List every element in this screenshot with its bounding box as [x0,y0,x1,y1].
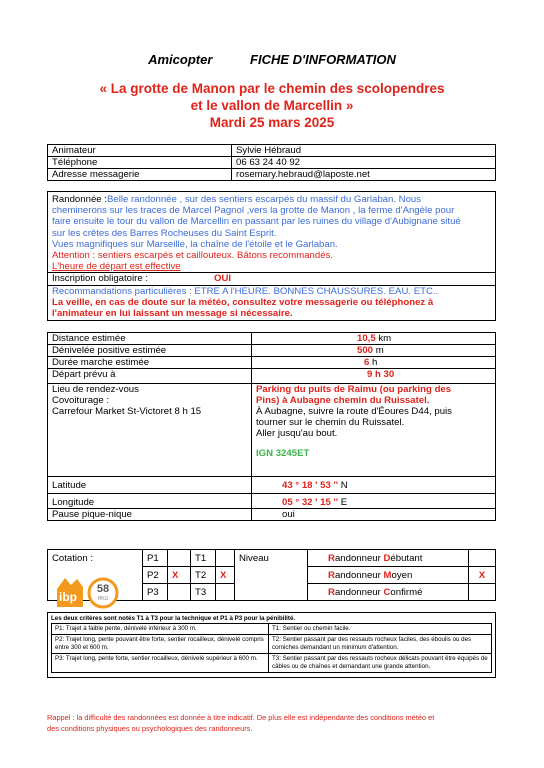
distance-unit: km [378,333,392,344]
route-line: tourner sur le chemin du Ruissatel. [256,417,405,428]
covoit-label: Covoiturage : [52,395,110,406]
niveau-spacer [235,567,308,584]
inscription-value: OUI [214,273,232,285]
criteres-table [51,623,492,673]
depart-label: Départ prévu à [48,369,252,384]
contact-row [48,145,496,157]
level-moyen [308,567,469,584]
t-mark [216,584,235,601]
p-mark [168,550,191,567]
veille-line: La veille, en cas de doute sur la météo, consultez votre messagerie ou téléphonez à [52,296,434,308]
latitude-label: Latitude [48,477,252,494]
details-table [47,332,496,521]
randonnee-label: Randonnée : [52,194,107,205]
critere-t: T2: Sentier passant par des ressauts rocheux faciles, des éboulis ou des corniches demandant un minimum d'attention. [269,635,492,654]
title-line-1: « La grotte de Manon par le chemin des scolopendres [99,81,445,96]
contact-label: Animateur [48,145,232,157]
duree-value: 6 [364,357,370,368]
doc-type: FICHE D'INFORMATION [250,52,396,67]
p-level: P2 [143,567,168,584]
detail-row [48,477,496,494]
critere-p: P2: Trajet long, pente pouvant être forte, sentier rocailleux, dénivelé compris entre 300 et 600 m. [52,635,269,654]
contact-label: Téléphone [48,157,232,169]
level-initial: C [383,586,391,598]
spacer [256,439,491,448]
p-mark [168,584,191,601]
duree-label: Durée marche estimée [48,357,252,369]
level-text: oyen [391,569,413,581]
desc-text: Belle randonnée , sur des sentiers escarpés du massif du Garlaban. Nous [106,194,422,205]
rappel-line: des conditions physiques ou psychologiques des randonneurs. [47,723,253,733]
level-initial: R [328,586,335,598]
level-text: onfirmé [390,586,423,598]
longitude-label: Longitude [48,494,252,509]
rdv-label: Lieu de rendez-vous [52,384,139,395]
level-text: andonneur [334,586,384,598]
denivele-value: 500 [357,345,374,356]
distance-cell [252,333,496,345]
p-level: P3 [143,584,168,601]
document-header [0,52,544,67]
parking-line: Pins) à Aubagne chemin du Ruissatel. [256,395,430,406]
denivele-unit: m [375,345,384,356]
ibp-logo [55,575,127,609]
inscription-row [48,272,495,284]
latitude-dir: N [340,479,348,491]
level-text: ébutant [390,552,423,564]
desc-line: cheminerons sur les traces de Marcel Pagnol ,vers la grotte de Manon , la ferme d'Angèle pour [52,205,455,217]
distance-value: 10,5 [357,333,376,344]
contact-label: Adresse messagerie [48,169,232,181]
contact-row [48,169,496,181]
criteres-box [47,612,496,678]
level-mark [469,550,496,567]
contact-table [47,144,496,181]
critere-t: T3: Sentier passant par des ressauts rocheux délicats pouvant être équipés de câbles ou de chaînes et demandant une grande attention. [269,654,492,673]
desc-line: sur les crêtes des Barres Rocheuses du Saint Esprit. [52,227,277,239]
hike-title [0,80,544,131]
t-mark: X [216,567,235,584]
cotation-label: Cotation : [48,550,143,567]
longitude-cell [252,494,496,509]
level-initial: R [328,552,335,564]
animateur-value: Sylvie Hébraud [232,145,496,157]
parking-line: Parking du puits de Raimu (ou parking des [256,384,452,395]
level-mark [469,584,496,601]
cotation-row [48,550,496,567]
depart-value: 9 h 30 [252,369,496,384]
ibp-sub: HKG [97,596,109,602]
hike-date: Mardi 25 mars 2025 [209,115,335,130]
detail-row [48,333,496,345]
veille-line: l'animateur en lui laissant un message si nécessaire. [52,308,293,320]
critere-row [52,635,492,654]
org-name: Amicopter [148,52,213,67]
depart-note: L'heure de départ est effective [52,261,181,273]
ibp-score: 58 [96,583,110,595]
level-debutant [308,550,469,567]
duree-cell [252,357,496,369]
rappel-line: Rappel : la difficulté des randonnées est donnée à titre indicatif. De plus elle est indépendante des conditions météo et [47,713,435,722]
route-line: À Aubagne, suivre la route d'Éoures D44, puis [256,406,452,417]
t-level: T1 [191,550,216,567]
duree-unit: h [372,357,378,368]
latitude-cell [252,477,496,494]
critere-p: P1: Trajet à faible pente, dénivelé inférieur à 300 m. [52,624,269,635]
longitude-dir: E [340,497,348,508]
critere-t: T1: Sentier ou chemin facile. [269,624,492,635]
inscription-label: Inscription obligatoire : [52,273,148,285]
recommandations: Recommandations particulières : ETRE A l'HEURE. BONNES CHAUSSURES. EAU. ETC.. [48,285,495,297]
ibp-logo-text: ibp [59,590,77,604]
pause-value: oui [252,509,496,521]
p-level: P1 [143,550,168,567]
level-text: andonneur [334,569,384,581]
distance-label: Distance estimée [48,333,252,345]
attention-text: Attention : sentiers escarpés et caillouteux. Bâtons recommandés. [52,250,334,262]
pause-label: Pause pique-nique [48,509,252,521]
randonnee-box [47,191,496,321]
longitude-value: 05 ° 32 ' 15 '' [282,497,339,508]
niveau-label: Niveau [235,550,308,567]
latitude-value: 43 ° 18 ' 53 '' [282,479,339,491]
email-value[interactable]: rosemary.hebraud@laposte.net [232,169,496,181]
title-line-2: et le vallon de Marcellin » [190,98,354,113]
t-mark [216,550,235,567]
niveau-spacer [235,584,308,601]
desc-line [52,194,491,205]
detail-row [48,369,496,384]
critere-p: P3: Trajet long, pente forte, sentier rocailleux, dénivelé supérieur à 600 m. [52,654,269,673]
level-initial: D [383,552,391,564]
t-level: T3 [191,584,216,601]
denivele-cell [252,345,496,357]
detail-row [48,345,496,357]
t-level: T2 [191,567,216,584]
rdv-cell [48,384,252,477]
rdv-details [252,384,496,477]
level-confirme [308,584,469,601]
criteres-intro: Les deux critères sont notés T1 à T3 pour la technique et P1 à P3 pour la pénibilité. [51,615,296,622]
detail-row [48,509,496,521]
level-mark: X [469,567,496,584]
desc-line: faire ensuite le tour du vallon de Marcellin en passant par les ruines du village d'Aubignane situé [52,216,461,228]
detail-row [48,357,496,369]
covoit-value: Carrefour Market St-Victoret 8 h 15 [52,406,202,417]
critere-row [52,624,492,635]
detail-row [48,384,496,477]
level-initial: M [383,569,392,581]
desc-line: Vues magnifiques sur Marseille, la chaîne de l'étoile et le Garlaban. [52,238,338,250]
detail-row [48,494,496,509]
ign-map: IGN 3245ET [256,448,310,459]
denivele-label: Dénivelée positive estimée [48,345,252,357]
route-line: Aller jusqu'au bout. [256,428,338,439]
phone-value: 06 63 24 40 92 [232,157,496,169]
p-mark: X [168,567,191,584]
contact-row [48,157,496,169]
rappel [47,713,507,734]
critere-row [52,654,492,673]
level-text: andonneur [334,552,384,564]
level-initial: R [328,569,335,581]
